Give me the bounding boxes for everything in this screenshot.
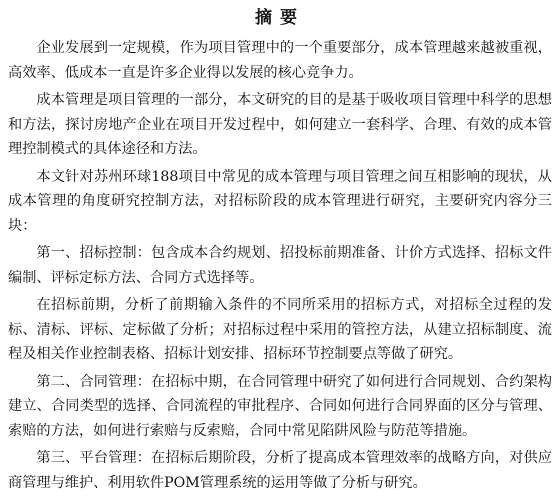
- paragraph-scope: 本文针对苏州环球188项目中常见的成本管理与项目管理之间互相影响的现状，从成本管理的角度研究控制方法，对招标阶段的成本管理进行研究，主要研究内容分三块：: [8, 168, 552, 234]
- paragraph-pre-tender: 在招标前期，分析了前期输入条件的不同所采用的招标方式，对招标全过程的发标、清标、评标、定标做了分析；对招标过程中采用的管控方法，从建立招标制度、流程及相关作业控制表格、招标计划安排、招标环节控制要点等做了研究。: [8, 297, 552, 362]
- paragraph-part-three: 第三、平台管理：在招标后期阶段，分析了提高成本管理效率的战略方向，对供应商管理与维护、利用软件POM管理系统的运用等做了分析与研究。: [8, 450, 552, 491]
- paragraph-purpose: 成本管理是项目管理的一部分，本文研究的目的是基于吸收项目管理中科学的思想和方法，探讨房地产企业在项目开发过程中，如何建立一套科学、合理、有效的成本管理控制模式的具体途径和方法。: [8, 92, 552, 157]
- abstract-title: 摘要: [255, 8, 305, 28]
- paragraph-part-two: 第二、合同管理：在招标中期，在合同管理中研究了如何进行合同规划、合约架构建立、合同类型的选择、合同流程的审批程序、合同如何进行合同界面的区分与管理、索赔的方法，如何进行索赔与反索赔，合同中常见陷阱风险与防范等措施。: [8, 373, 552, 439]
- paragraph-intro: 企业发展到一定规模，作为项目管理中的一个重要部分，成本管理越来越被重视，高效率、低成本一直是许多企业得以发展的核心竞争力。: [8, 40, 552, 81]
- paragraph-part-one: 第一、招标控制：包含成本合约规划、招投标前期准备、计价方式选择、招标文件编制、评标定标方法、合同方式选择等。: [8, 245, 552, 286]
